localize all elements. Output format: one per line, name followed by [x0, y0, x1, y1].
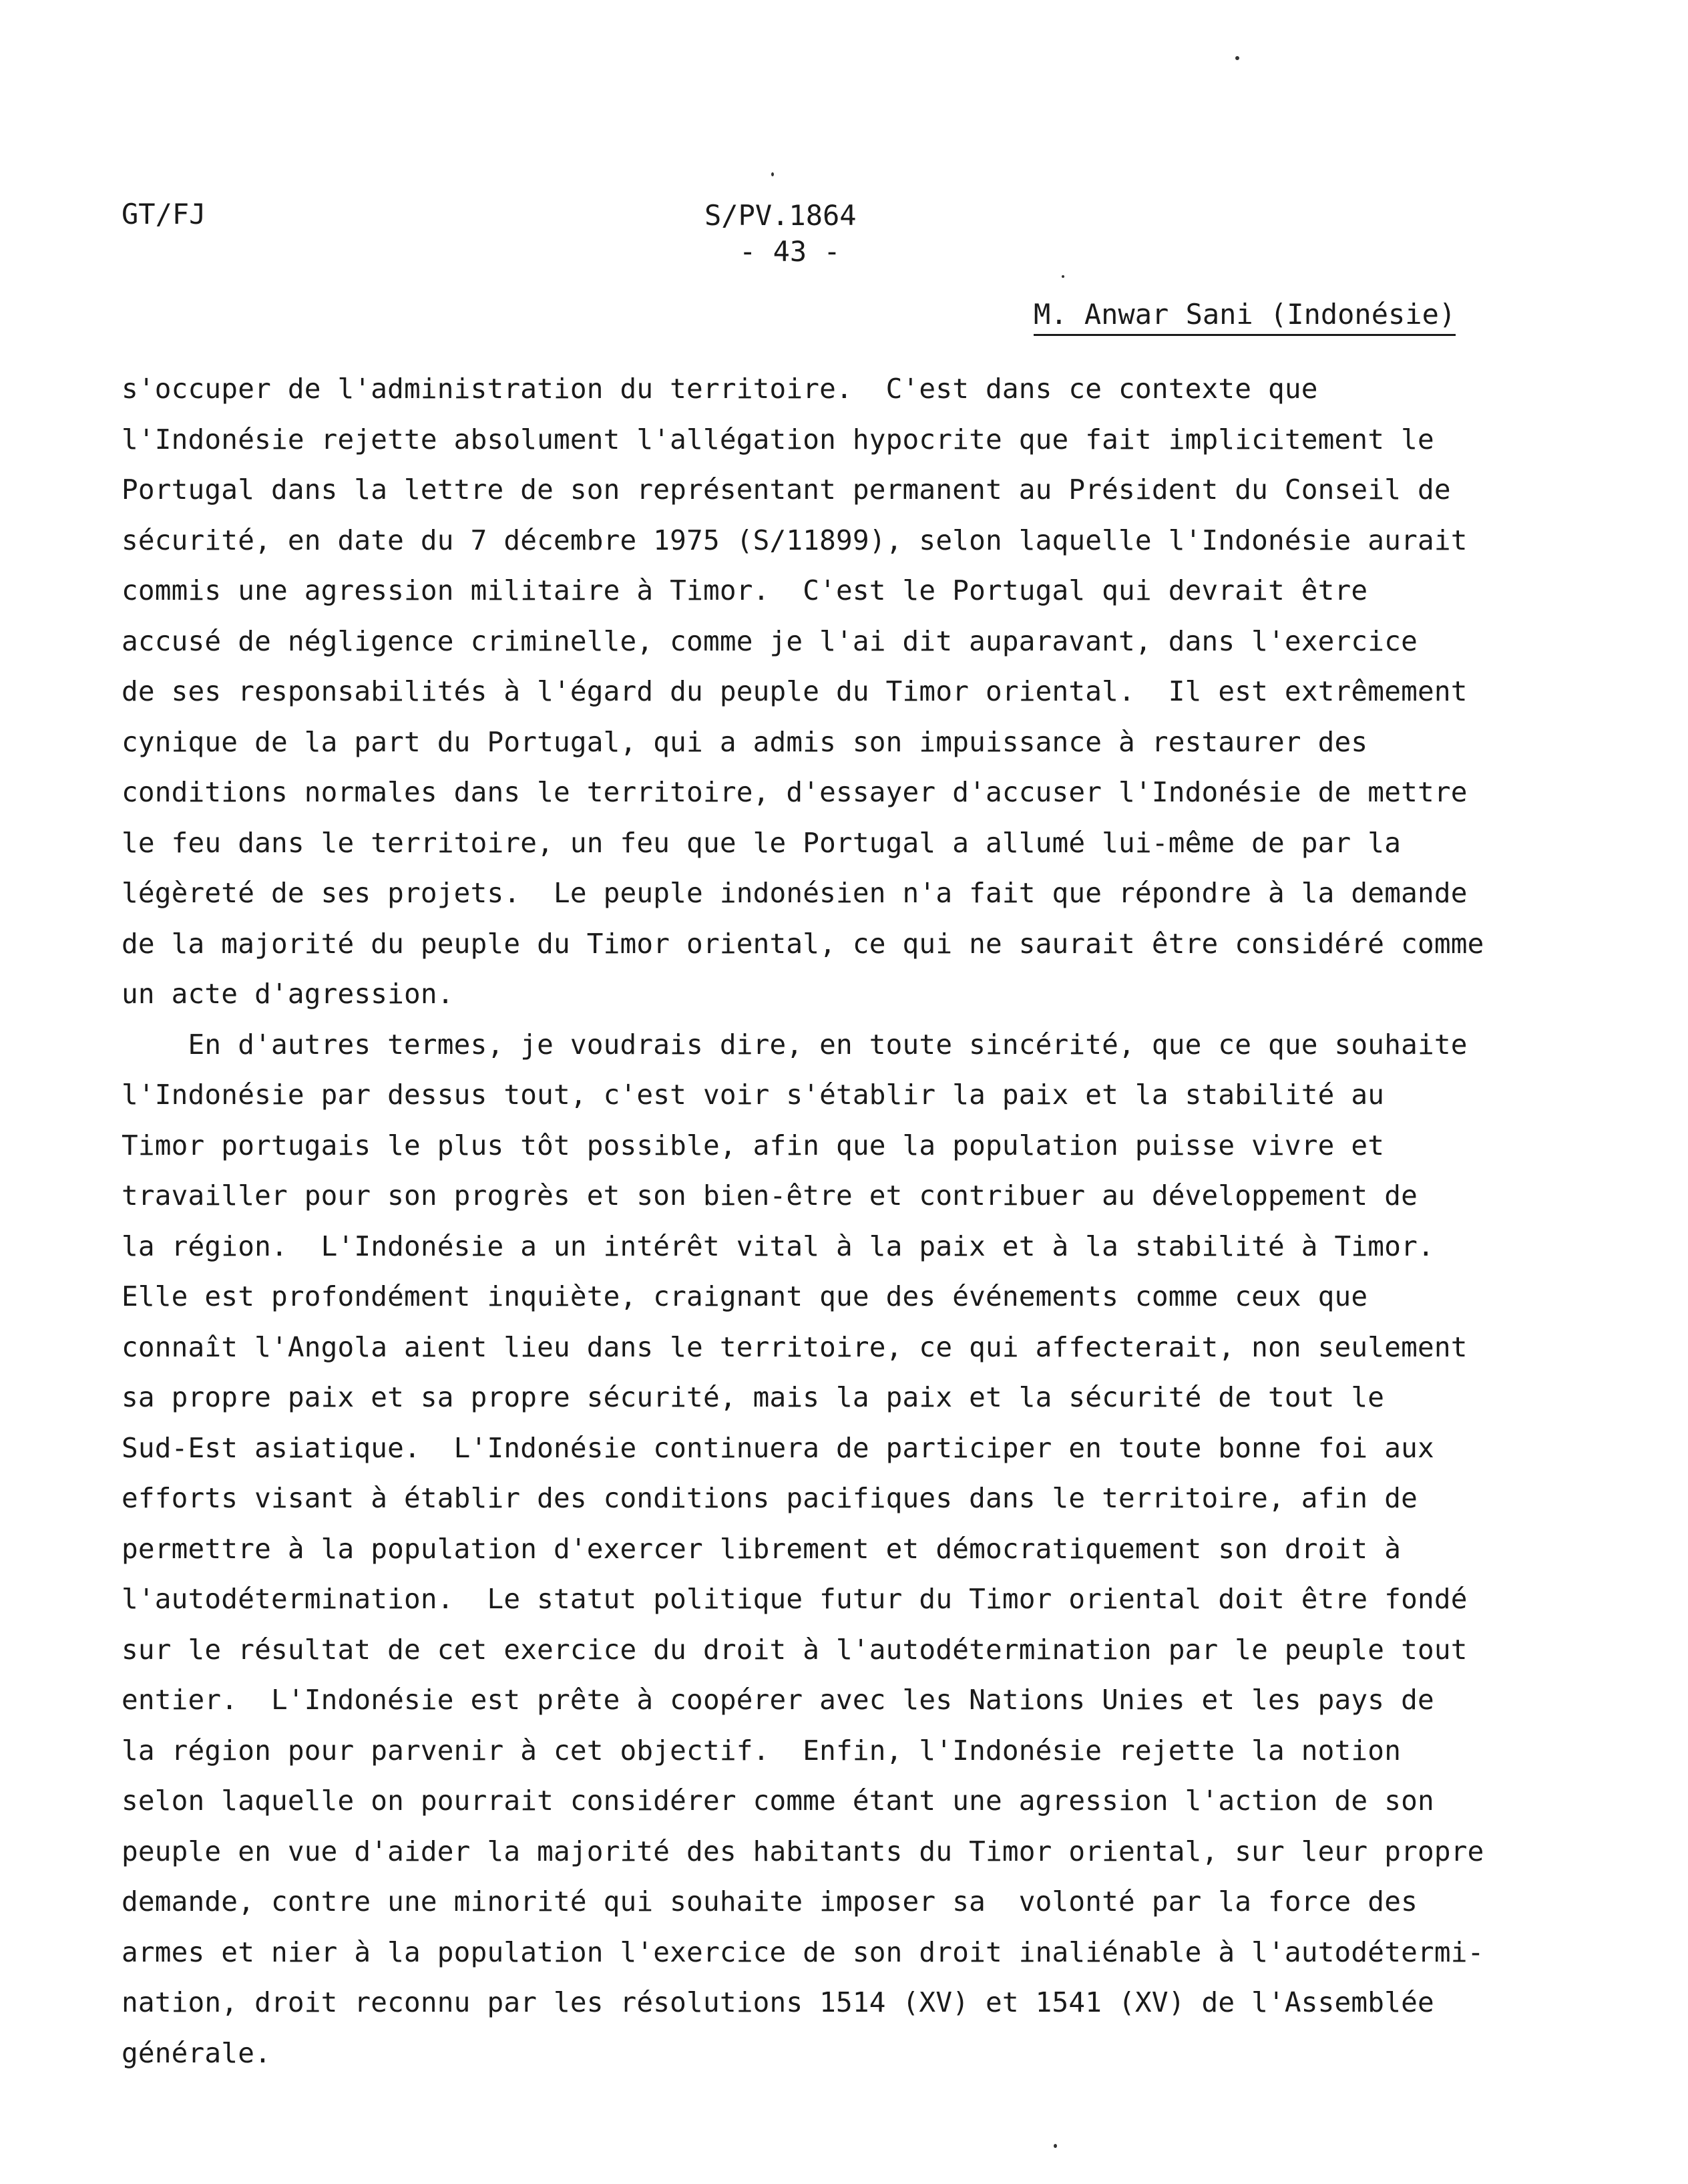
document-symbol: S/PV.1864 — [704, 199, 857, 232]
body-text — [122, 364, 1510, 2078]
text-line: l'autodétermination. Le statut politique futur du Timor oriental doit être fondé — [122, 1583, 1468, 1615]
text-line: accusé de négligence criminelle, comme je l'ai dit auparavant, dans l'exercice — [122, 624, 1418, 657]
text-line: de ses responsabilités à l'égard du peuple du Timor oriental. Il est extrêmement — [122, 675, 1468, 707]
text-line: peuple en vue d'aider la majorité des habitants du Timor oriental, sur leur propre — [122, 1835, 1484, 1867]
text-line: générale. — [122, 2036, 271, 2069]
text-line: Timor portugais le plus tôt possible, afin que la population puisse vivre et — [122, 1129, 1385, 1161]
text-line: En d'autres termes, je voudrais dire, en toute sincérité, que ce que souhaite — [122, 1028, 1468, 1061]
text-line: un acte d'agression. — [122, 978, 454, 1010]
text-line: s'occuper de l'administration du territoire. C'est dans ce contexte que — [122, 373, 1318, 405]
text-line: cynique de la part du Portugal, qui a admis son impuissance à restaurer des — [122, 725, 1368, 758]
text-line: l'Indonésie rejette absolument l'allégation hypocrite que fait implicitement le — [122, 423, 1434, 456]
text-line: sécurité, en date du 7 décembre 1975 (S/11899), selon laquelle l'Indonésie aurait — [122, 524, 1468, 556]
text-line: la région pour parvenir à cet objectif. Enfin, l'Indonésie rejette la notion — [122, 1734, 1402, 1767]
text-line: nation, droit reconnu par les résolutions 1514 (XV) et 1541 (XV) de l'Assemblée — [122, 1986, 1434, 2018]
page-number: - 43 - — [739, 235, 841, 268]
text-line: demande, contre une minorité qui souhaite imposer sa volonté par la force des — [122, 1885, 1418, 1918]
scan-speck — [1235, 56, 1239, 60]
scan-speck — [771, 172, 774, 176]
speaker-heading: M. Anwar Sani (Indonésie) — [1034, 298, 1456, 336]
text-line: le feu dans le territoire, un feu que le Portugal a allumé lui-même de par la — [122, 826, 1402, 859]
text-line: selon laquelle on pourrait considérer comme étant une agression l'action de son — [122, 1785, 1434, 1817]
text-line: l'Indonésie par dessus tout, c'est voir s'établir la paix et la stabilité au — [122, 1079, 1385, 1111]
text-line: armes et nier à la population l'exercice de son droit inaliénable à l'autodétermi- — [122, 1936, 1484, 1968]
text-line: de la majorité du peuple du Timor oriental, ce qui ne saurait être considéré comme — [122, 927, 1484, 960]
text-line: efforts visant à établir des conditions pacifiques dans le territoire, afin de — [122, 1482, 1418, 1514]
text-line: commis une agression militaire à Timor. C'est le Portugal qui devrait être — [122, 574, 1368, 606]
scan-speck — [1054, 2144, 1057, 2148]
text-line: conditions normales dans le territoire, d'essayer d'accuser l'Indonésie de mettre — [122, 776, 1468, 808]
text-line: travailler pour son progrès et son bien-être et contribuer au développement de — [122, 1179, 1418, 1212]
text-line: sur le résultat de cet exercice du droit à l'autodétermination par le peuple tout — [122, 1633, 1468, 1666]
text-line: connaît l'Angola aient lieu dans le territoire, ce qui affecterait, non seulement — [122, 1330, 1468, 1363]
text-line: entier. L'Indonésie est prête à coopérer avec les Nations Unies et les pays de — [122, 1684, 1434, 1716]
office-code: GT/FJ — [122, 198, 206, 230]
text-line: la région. L'Indonésie a un intérêt vital à la paix et à la stabilité à Timor. — [122, 1230, 1434, 1262]
scan-speck — [1062, 275, 1064, 278]
text-line: permettre à la population d'exercer librement et démocratiquement son droit à — [122, 1532, 1402, 1565]
text-line: Sud-Est asiatique. L'Indonésie continuera de participer en toute bonne foi aux — [122, 1431, 1434, 1464]
text-line: légèreté de ses projets. Le peuple indonésien n'a fait que répondre à la demande — [122, 877, 1468, 909]
text-line: sa propre paix et sa propre sécurité, mais la paix et la sécurité de tout le — [122, 1381, 1385, 1413]
text-line: Portugal dans la lettre de son représentant permanent au Président du Conseil de — [122, 474, 1451, 506]
text-line: Elle est profondément inquiète, craignant que des événements comme ceux que — [122, 1280, 1368, 1312]
